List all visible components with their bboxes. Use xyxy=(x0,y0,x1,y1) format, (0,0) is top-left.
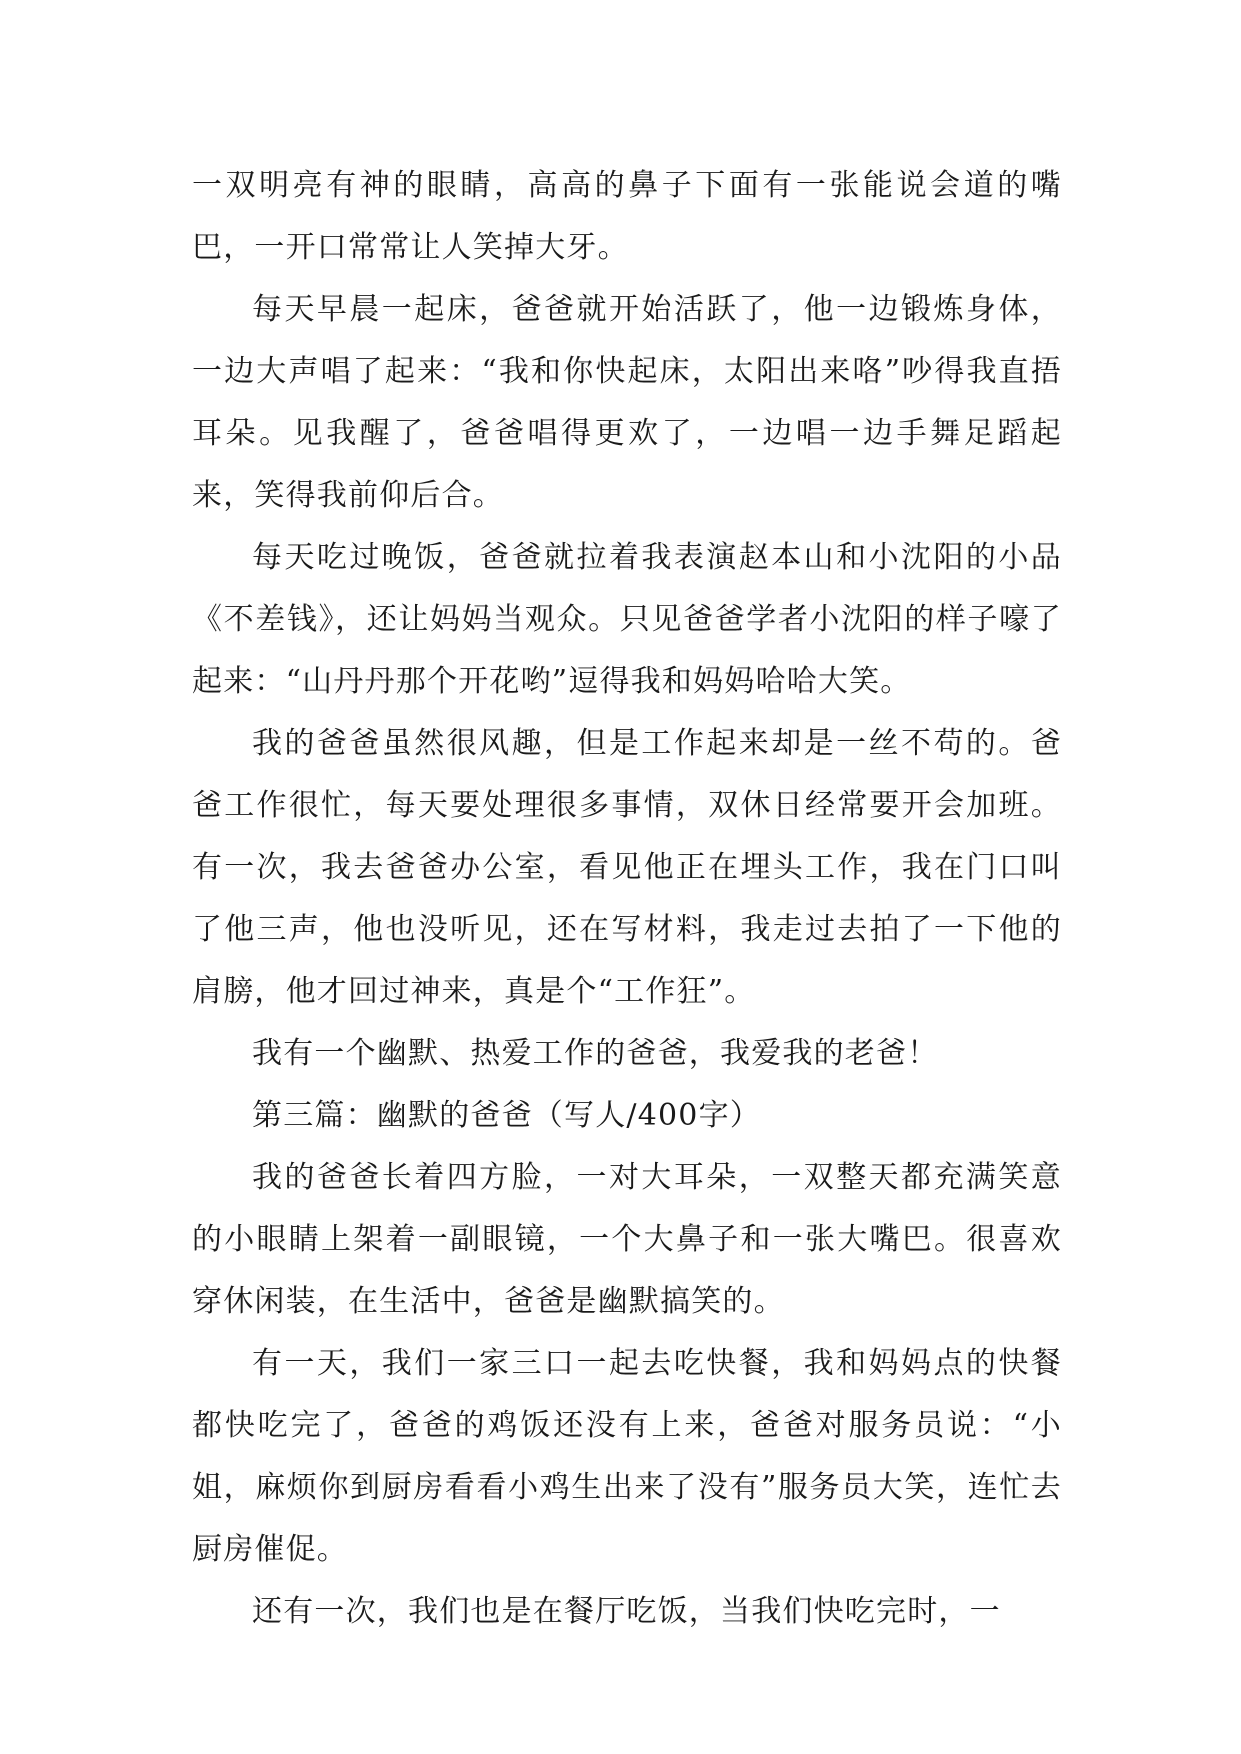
paragraph-2: 每天早晨一起床，爸爸就开始活跃了，他一边锻炼身体，一边大声唱了起来：“我和你快起床，太阳出来咯”吵得我直捂耳朵。见我醒了，爸爸唱得更欢了，一边唱一边手舞足蹈起来，笑得我前仰后合。 xyxy=(192,292,1062,513)
paragraph-4: 我的爸爸虽然很风趣，但是工作起来却是一丝不苟的。爸爸工作很忙，每天要处理很多事情，双休日经常要开会加班。有一次，我去爸爸办公室，看见他正在埋头工作，我在门口叫了他三声，他也没听见，还在写材料，我走过去拍了一下他的肩膀，他才回过神来，真是个“工作狂”。 xyxy=(192,726,1062,1009)
paragraph-1: 一双明亮有神的眼睛，高高的鼻子下面有一张能说会道的嘴巴，一开口常常让人笑掉大牙。 xyxy=(192,168,1062,265)
paragraph-6: 我的爸爸长着四方脸，一对大耳朵，一双整天都充满笑意的小眼睛上架着一副眼镜，一个大鼻子和一张大嘴巴。很喜欢穿休闲装，在生活中，爸爸是幽默搞笑的。 xyxy=(192,1160,1062,1319)
paragraph-5: 我有一个幽默、热爱工作的爸爸，我爱我的老爸！ xyxy=(252,1036,939,1071)
section-heading: 第三篇：幽默的爸爸（写人/400字） xyxy=(252,1098,761,1133)
paragraph-7: 有一天，我们一家三口一起去吃快餐，我和妈妈点的快餐都快吃完了，爸爸的鸡饭还没有上来，爸爸对服务员说：“小姐，麻烦你到厨房看看小鸡生出来了没有”服务员大笑，连忙去厨房催促。 xyxy=(192,1346,1062,1567)
paragraph-8: 还有一次，我们也是在餐厅吃饭，当我们快吃完时，一 xyxy=(252,1594,1001,1629)
document-body xyxy=(192,155,1062,1643)
paragraph-3: 每天吃过晚饭，爸爸就拉着我表演赵本山和小沈阳的小品《不差钱》，还让妈妈当观众。只见爸爸学者小沈阳的样子嚎了起来：“山丹丹那个开花哟”逗得我和妈妈哈哈大笑。 xyxy=(192,540,1062,699)
